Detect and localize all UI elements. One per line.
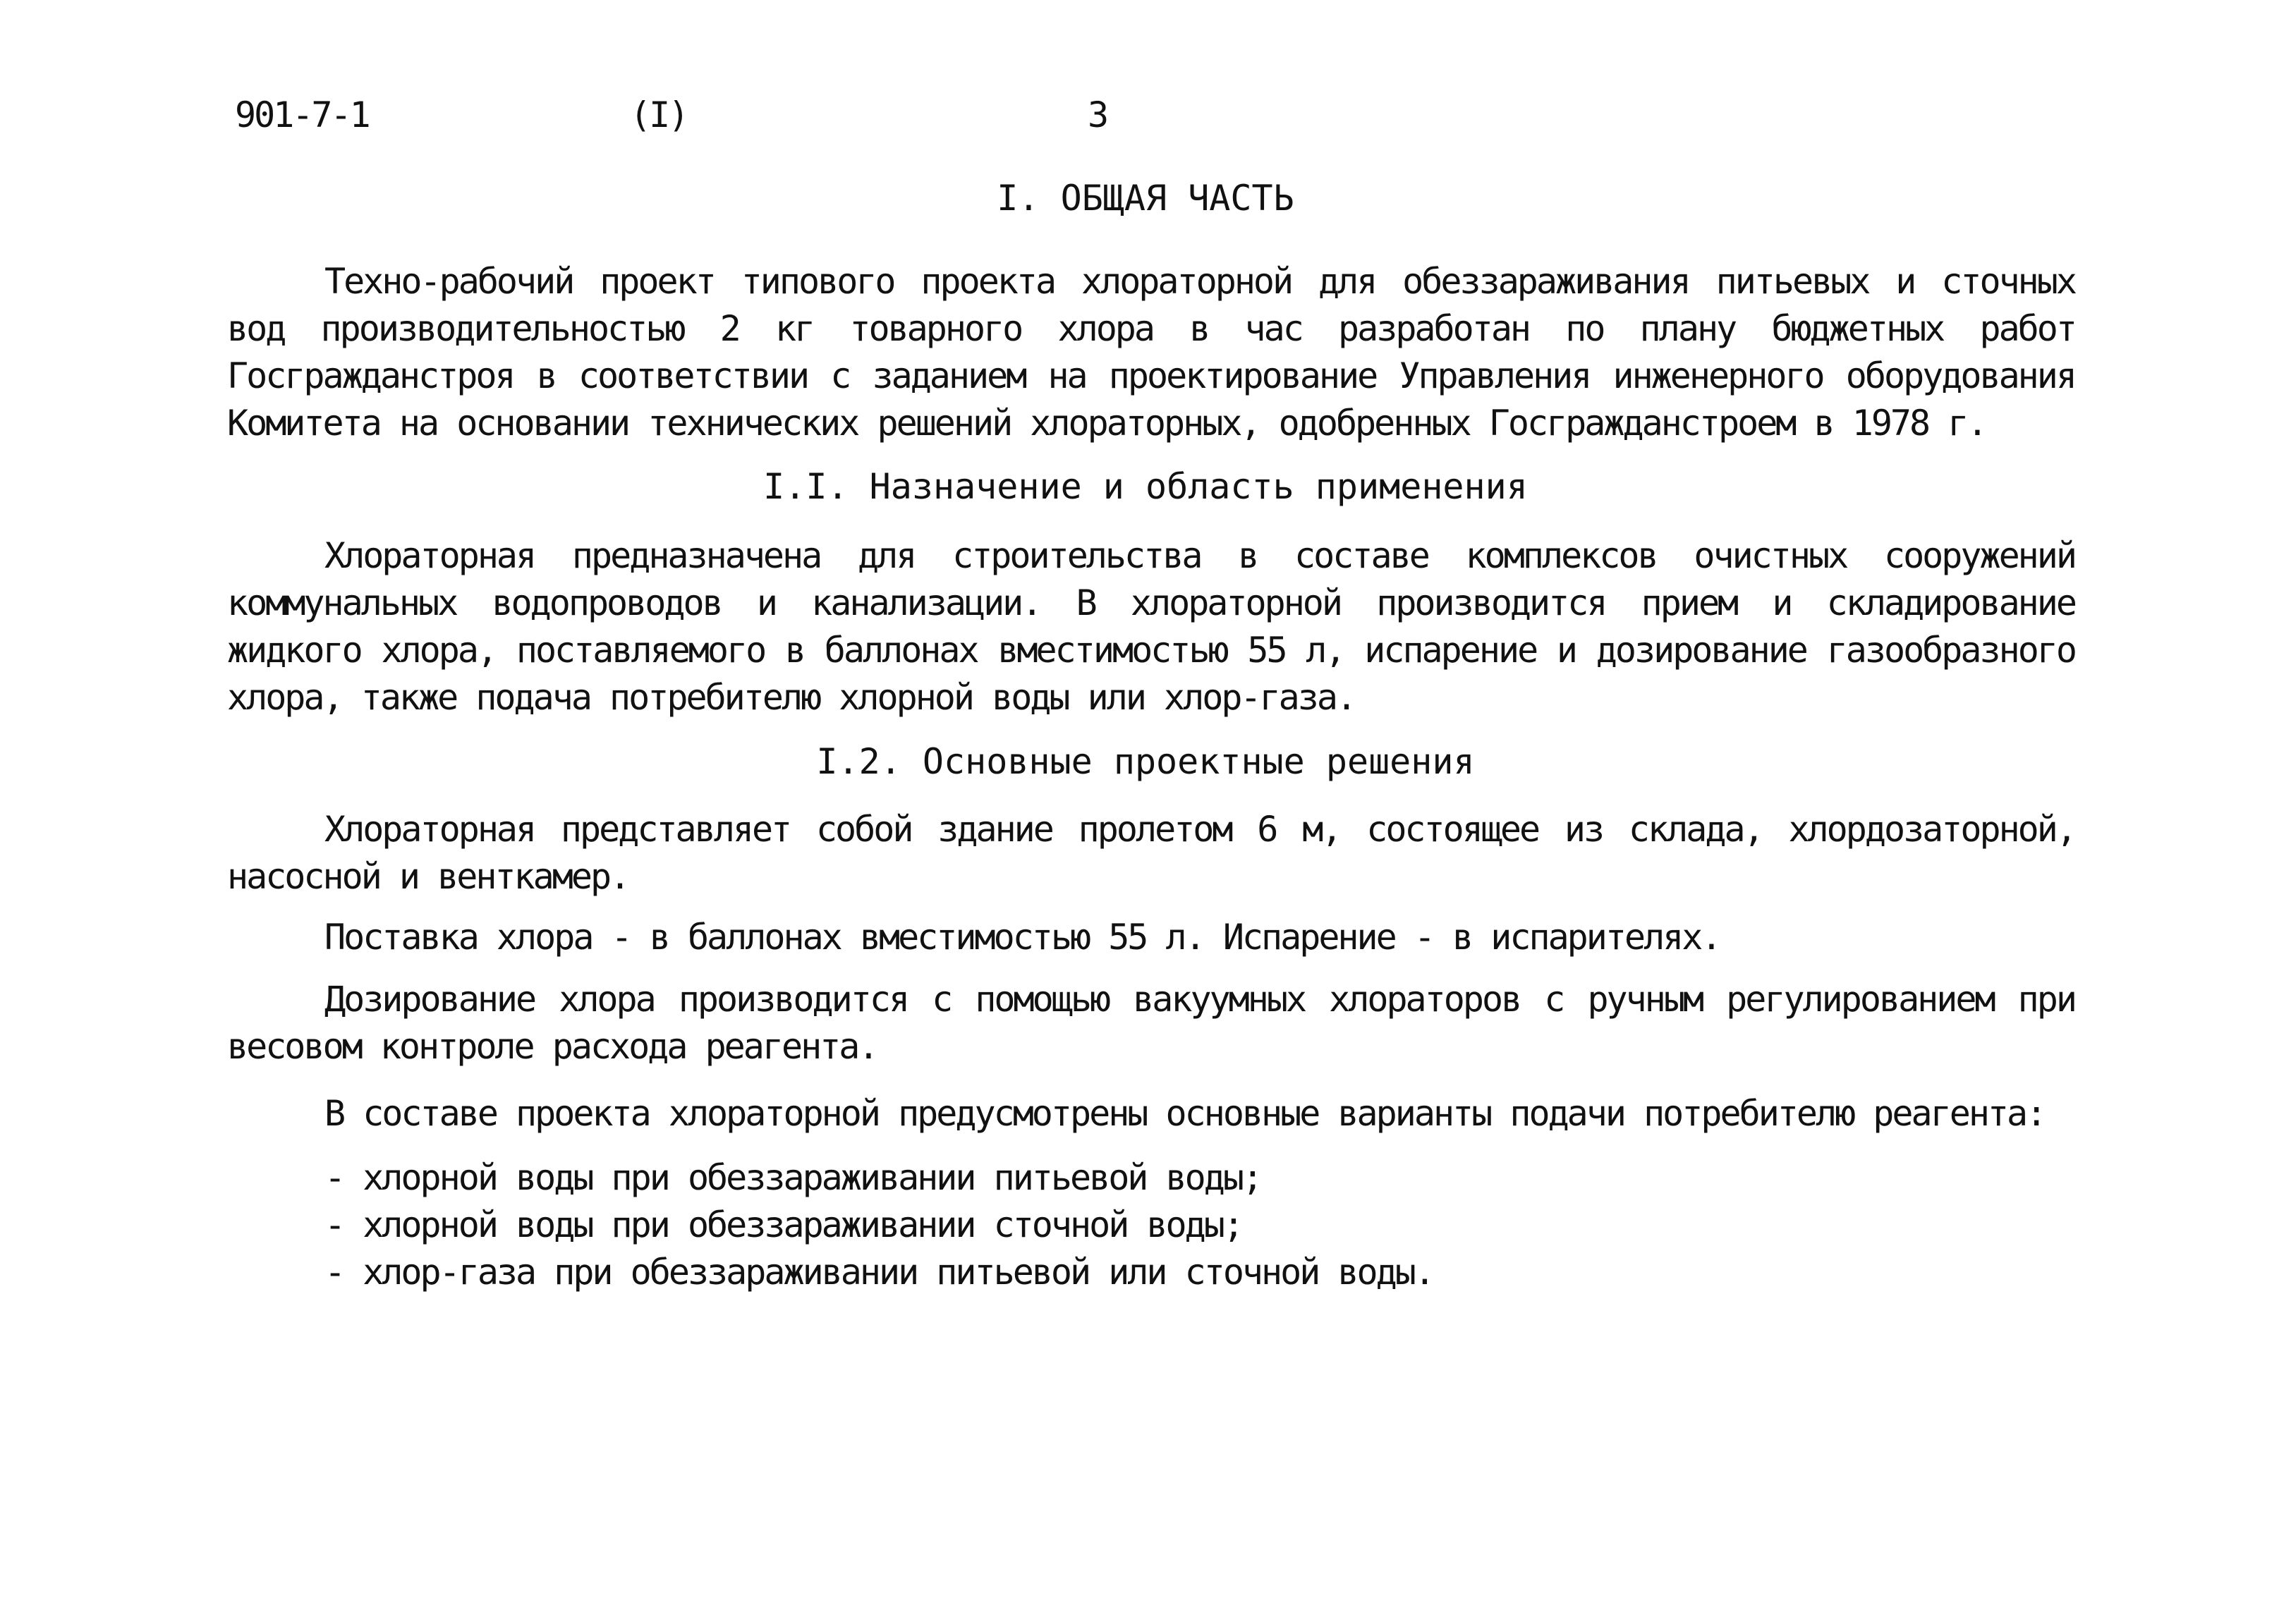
section-title-purpose: I.I. Назначение и область применения [763,466,1528,507]
list-item: - хлор-газа при обеззараживании питьевой или сточной воды. [324,1252,1433,1293]
list-item: - хлорной воды при обеззараживании питьевой воды; [324,1157,1262,1198]
paragraph-intro: Техно-рабочий проект типового проекта хлораторной для обеззараживания питьевых и сточных вод производительностью 2 кг товарного хлора в час разработан по плану бюджетных работ Госгражданстроя в соответствии с заданием на проектирование Управления инженерного оборудования Комитета на основании технических решений хлораторных, одобренных Госгражданстроем в 1978 г. [227,261,2075,444]
list-item: - хлорной воды при обеззараживании сточной воды; [324,1204,1242,1245]
supply-variants-list [324,1154,1433,1296]
page-number: 3 [1088,94,1107,135]
paragraph-building: Хлораторная представляет собой здание пролетом 6 м, состоящее из склада, хлордозаторной, насосной и венткамер. [227,809,2075,897]
document-code: 901-7-1 [235,94,369,135]
section-title-general: I. ОБЩАЯ ЧАСТЬ [997,178,1294,219]
part-number: (I) [630,94,688,135]
section-title-design-solutions: I.2. Основные проектные решения [816,741,1475,782]
paragraph-dosing: Дозирование хлора производится с помощью вакуумных хлораторов с ручным регулированием при весовом контроле расхода реагента. [227,979,2075,1067]
paragraph-chlorine-supply: Поставка хлора - в баллонах вместимостью 55 л. Испарение - в испарителях. [324,917,1720,958]
paragraph-purpose: Хлораторная предназначена для строительства в составе комплексов очистных сооружений коммунальных водопроводов и канализации. В хлораторной производится прием и складирование жидкого хлора, поставляемого в баллонах вместимостью 55 л, испарение и дозирование газообразного хлора, также подача потребителю хлорной воды или хлор-газа. [227,535,2075,718]
paragraph-variants: В составе проекта хлораторной предусмотрены основные варианты подачи потребителю реагента: [324,1093,2046,1134]
